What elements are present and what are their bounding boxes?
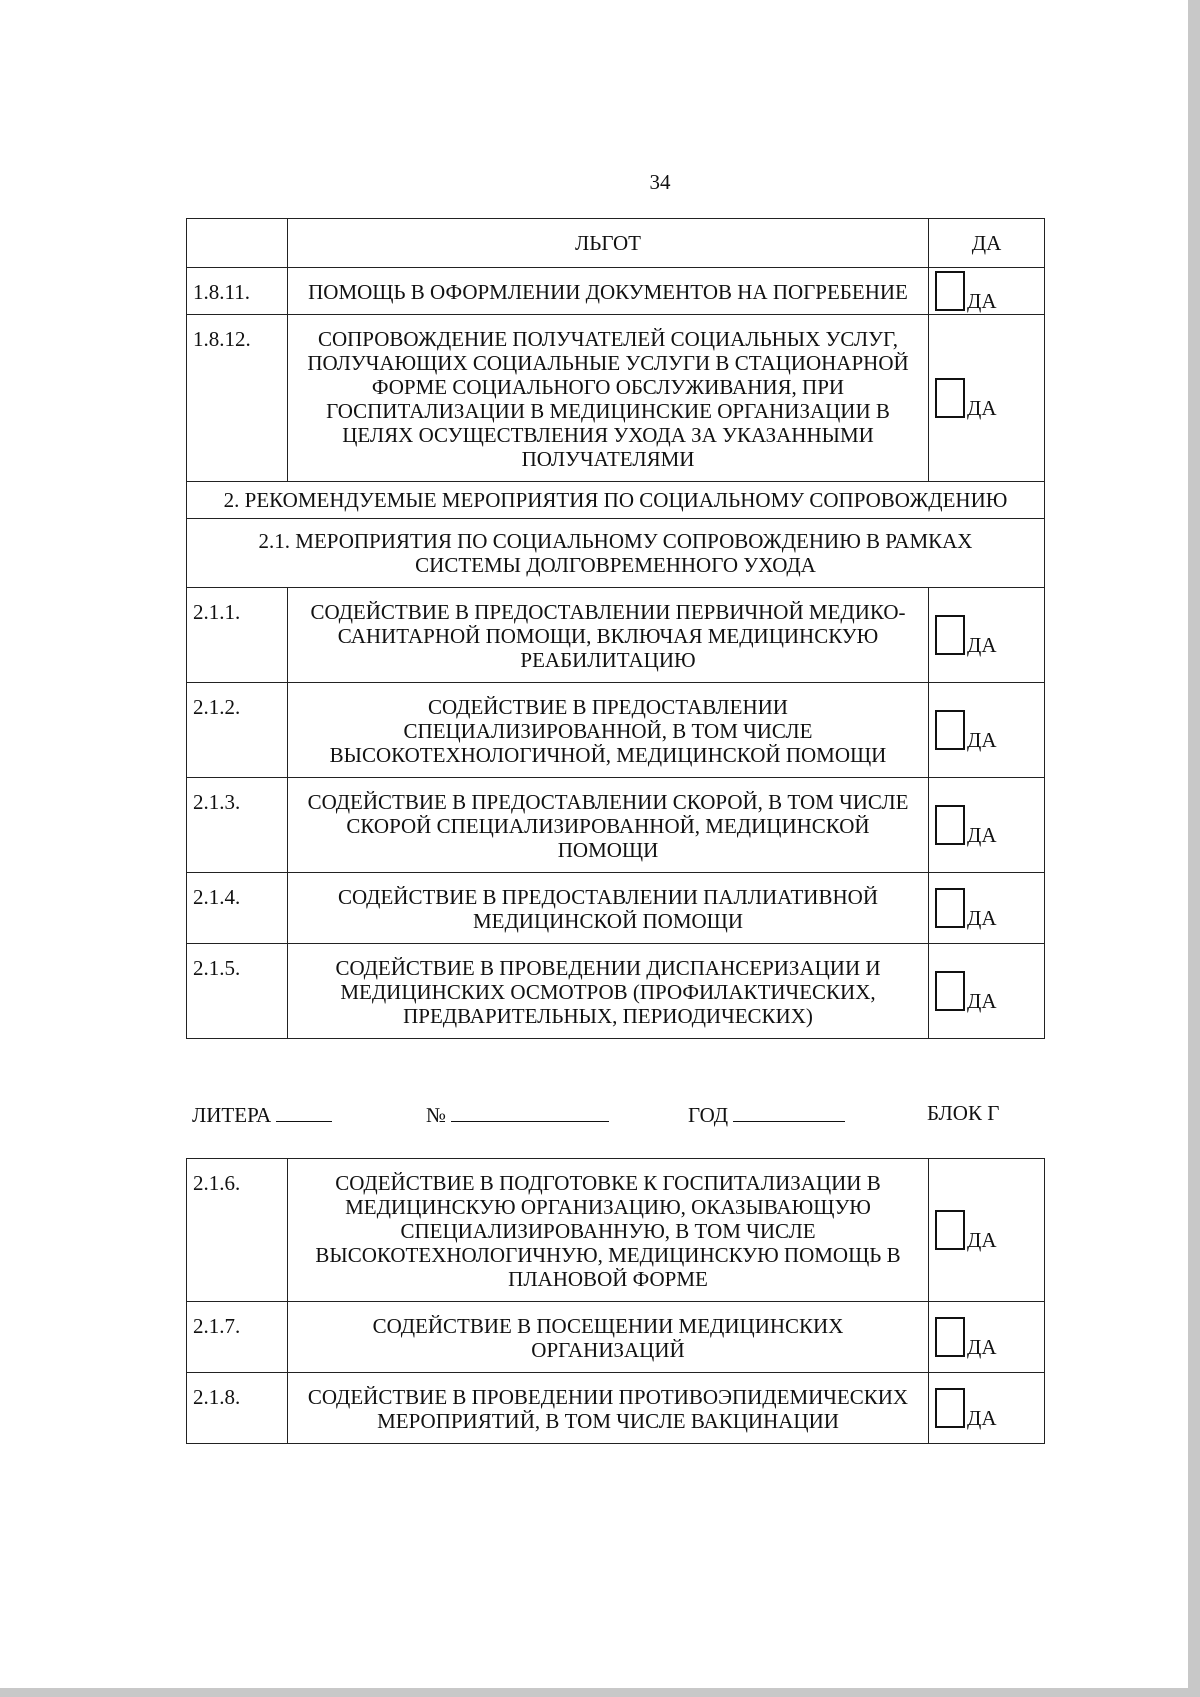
- yes-checkbox[interactable]: [935, 378, 965, 418]
- row-number: 1.8.11.: [187, 268, 288, 315]
- table-row: [187, 268, 1045, 315]
- answer-cell: [929, 588, 1045, 683]
- answer-cell: [929, 268, 1045, 315]
- section-heading: 2. РЕКОМЕНДУЕМЫЕ МЕРОПРИЯТИЯ ПО СОЦИАЛЬНОМУ СОПРОВОЖДЕНИЮ: [187, 482, 1045, 519]
- row-number: 1.8.12.: [187, 315, 288, 482]
- block-label: БЛОК Г: [927, 1101, 1000, 1125]
- row-number: 2.1.3.: [187, 778, 288, 873]
- subsection-heading-row: [187, 519, 1045, 588]
- row-number: 2.1.7.: [187, 1302, 288, 1373]
- answer-checkbox-group: [929, 378, 1044, 418]
- table-header-row: [187, 219, 1045, 268]
- row-description: СОДЕЙСТВИЕ В ПРЕДОСТАВЛЕНИИ ПЕРВИЧНОЙ МЕДИКО-САНИТАРНОЙ ПОМОЩИ, ВКЛЮЧАЯ МЕДИЦИНСКУЮ РЕАБИЛИТАЦИЮ: [288, 588, 929, 683]
- year-field: [688, 1101, 845, 1128]
- row-description: СОДЕЙСТВИЕ В ПРЕДОСТАВЛЕНИИ ПАЛЛИАТИВНОЙ МЕДИЦИНСКОЙ ПОМОЩИ: [288, 873, 929, 944]
- answer-cell: [929, 1373, 1045, 1444]
- yes-label: ДА: [967, 1228, 997, 1252]
- yes-label: ДА: [967, 633, 997, 657]
- yes-label: ДА: [967, 906, 997, 930]
- services-table-top: [186, 218, 1045, 1039]
- yes-label: ДА: [967, 989, 997, 1013]
- answer-cell: [929, 944, 1045, 1039]
- row-description: СОДЕЙСТВИЕ В ПОДГОТОВКЕ К ГОСПИТАЛИЗАЦИИ В МЕДИЦИНСКУЮ ОРГАНИЗАЦИЮ, ОКАЗЫВАЮЩУЮ СПЕЦИАЛИЗИРОВАННУЮ, В ТОМ ЧИСЛЕ ВЫСОКОТЕХНОЛОГИЧНУЮ, МЕДИЦИНСКУЮ ПОМОЩЬ В ПЛАНОВОЙ ФОРМЕ: [288, 1159, 929, 1302]
- table-row: [187, 1302, 1045, 1373]
- answer-checkbox-group: [929, 1388, 1044, 1428]
- yes-checkbox[interactable]: [935, 888, 965, 928]
- row-description: СОДЕЙСТВИЕ В ПРОВЕДЕНИИ ДИСПАНСЕРИЗАЦИИ И МЕДИЦИНСКИХ ОСМОТРОВ (ПРОФИЛАКТИЧЕСКИХ, ПРЕДВАРИТЕЛЬНЫХ, ПЕРИОДИЧЕСКИХ): [288, 944, 929, 1039]
- yes-label: ДА: [967, 823, 997, 847]
- row-description: СОДЕЙСТВИЕ В ПРЕДОСТАВЛЕНИИ СПЕЦИАЛИЗИРОВАННОЙ, В ТОМ ЧИСЛЕ ВЫСОКОТЕХНОЛОГИЧНОЙ, МЕДИЦИНСКОЙ ПОМОЩИ: [288, 683, 929, 778]
- row-number: 2.1.8.: [187, 1373, 288, 1444]
- row-number: 2.1.5.: [187, 944, 288, 1039]
- yes-label: ДА: [967, 728, 997, 752]
- litera-label: ЛИТЕРА: [192, 1103, 272, 1127]
- answer-cell: [929, 1159, 1045, 1302]
- year-blank[interactable]: [733, 1101, 845, 1122]
- yes-checkbox[interactable]: [935, 1210, 965, 1250]
- answer-checkbox-group: [929, 888, 1044, 928]
- row-description: СОДЕЙСТВИЕ В ПРЕДОСТАВЛЕНИИ СКОРОЙ, В ТОМ ЧИСЛЕ СКОРОЙ СПЕЦИАЛИЗИРОВАННОЙ, МЕДИЦИНСКОЙ ПОМОЩИ: [288, 778, 929, 873]
- table-row: [187, 1373, 1045, 1444]
- litera-blank[interactable]: [276, 1101, 332, 1122]
- yes-label: ДА: [967, 1335, 997, 1359]
- answer-cell: [929, 873, 1045, 944]
- table-row: [187, 683, 1045, 778]
- row-number: 2.1.4.: [187, 873, 288, 944]
- yes-checkbox[interactable]: [935, 1388, 965, 1428]
- subsection-heading: 2.1. МЕРОПРИЯТИЯ ПО СОЦИАЛЬНОМУ СОПРОВОЖДЕНИЮ В РАМКАХ СИСТЕМЫ ДОЛГОВРЕМЕННОГО УХОДА: [187, 519, 1045, 588]
- yes-checkbox[interactable]: [935, 615, 965, 655]
- number-blank[interactable]: [451, 1101, 609, 1122]
- answer-checkbox-group: [929, 271, 1044, 311]
- table-row: [187, 873, 1045, 944]
- table-row: [187, 778, 1045, 873]
- header-title: ЛЬГОТ: [288, 219, 929, 268]
- yes-label: ДА: [967, 289, 997, 313]
- header-empty-cell: [187, 219, 288, 268]
- yes-checkbox[interactable]: [935, 1317, 965, 1357]
- answer-checkbox-group: [929, 710, 1044, 750]
- row-number: 2.1.6.: [187, 1159, 288, 1302]
- year-label: ГОД: [688, 1103, 729, 1127]
- answer-checkbox-group: [929, 1210, 1044, 1250]
- answer-cell: [929, 1302, 1045, 1373]
- table-row: [187, 1159, 1045, 1302]
- row-description: СОПРОВОЖДЕНИЕ ПОЛУЧАТЕЛЕЙ СОЦИАЛЬНЫХ УСЛУГ, ПОЛУЧАЮЩИХ СОЦИАЛЬНЫЕ УСЛУГИ В СТАЦИОНАРНОЙ ФОРМЕ СОЦИАЛЬНОГО ОБСЛУЖИВАНИЯ, ПРИ ГОСПИТАЛИЗАЦИИ В МЕДИЦИНСКИЕ ОРГАНИЗАЦИИ В ЦЕЛЯХ ОСУЩЕСТВЛЕНИЯ УХОДА ЗА УКАЗАННЫМИ ПОЛУЧАТЕЛЯМИ: [288, 315, 929, 482]
- answer-cell: [929, 315, 1045, 482]
- answer-checkbox-group: [929, 805, 1044, 845]
- answer-cell: [929, 683, 1045, 778]
- yes-checkbox[interactable]: [935, 710, 965, 750]
- table-row: [187, 315, 1045, 482]
- answer-checkbox-group: [929, 1317, 1044, 1357]
- answer-cell: [929, 778, 1045, 873]
- number-field: [426, 1101, 609, 1128]
- yes-checkbox[interactable]: [935, 271, 965, 311]
- header-answer: ДА: [929, 219, 1045, 268]
- form-footer-line: [192, 1101, 1022, 1131]
- litera-field: [192, 1101, 332, 1128]
- yes-checkbox[interactable]: [935, 805, 965, 845]
- answer-checkbox-group: [929, 615, 1044, 655]
- yes-label: ДА: [967, 1406, 997, 1430]
- row-description: СОДЕЙСТВИЕ В ПОСЕЩЕНИИ МЕДИЦИНСКИХ ОРГАНИЗАЦИЙ: [288, 1302, 929, 1373]
- number-label: №: [426, 1103, 447, 1127]
- table-row: [187, 588, 1045, 683]
- yes-label: ДА: [967, 396, 997, 420]
- section-heading-row: [187, 482, 1045, 519]
- table-row: [187, 944, 1045, 1039]
- services-table-bottom: [186, 1158, 1045, 1444]
- row-description: СОДЕЙСТВИЕ В ПРОВЕДЕНИИ ПРОТИВОЭПИДЕМИЧЕСКИХ МЕРОПРИЯТИЙ, В ТОМ ЧИСЛЕ ВАКЦИНАЦИИ: [288, 1373, 929, 1444]
- row-description: ПОМОЩЬ В ОФОРМЛЕНИИ ДОКУМЕНТОВ НА ПОГРЕБЕНИЕ: [288, 268, 929, 315]
- row-number: 2.1.2.: [187, 683, 288, 778]
- row-number: 2.1.1.: [187, 588, 288, 683]
- answer-checkbox-group: [929, 971, 1044, 1011]
- page-number: 34: [649, 170, 671, 194]
- yes-checkbox[interactable]: [935, 971, 965, 1011]
